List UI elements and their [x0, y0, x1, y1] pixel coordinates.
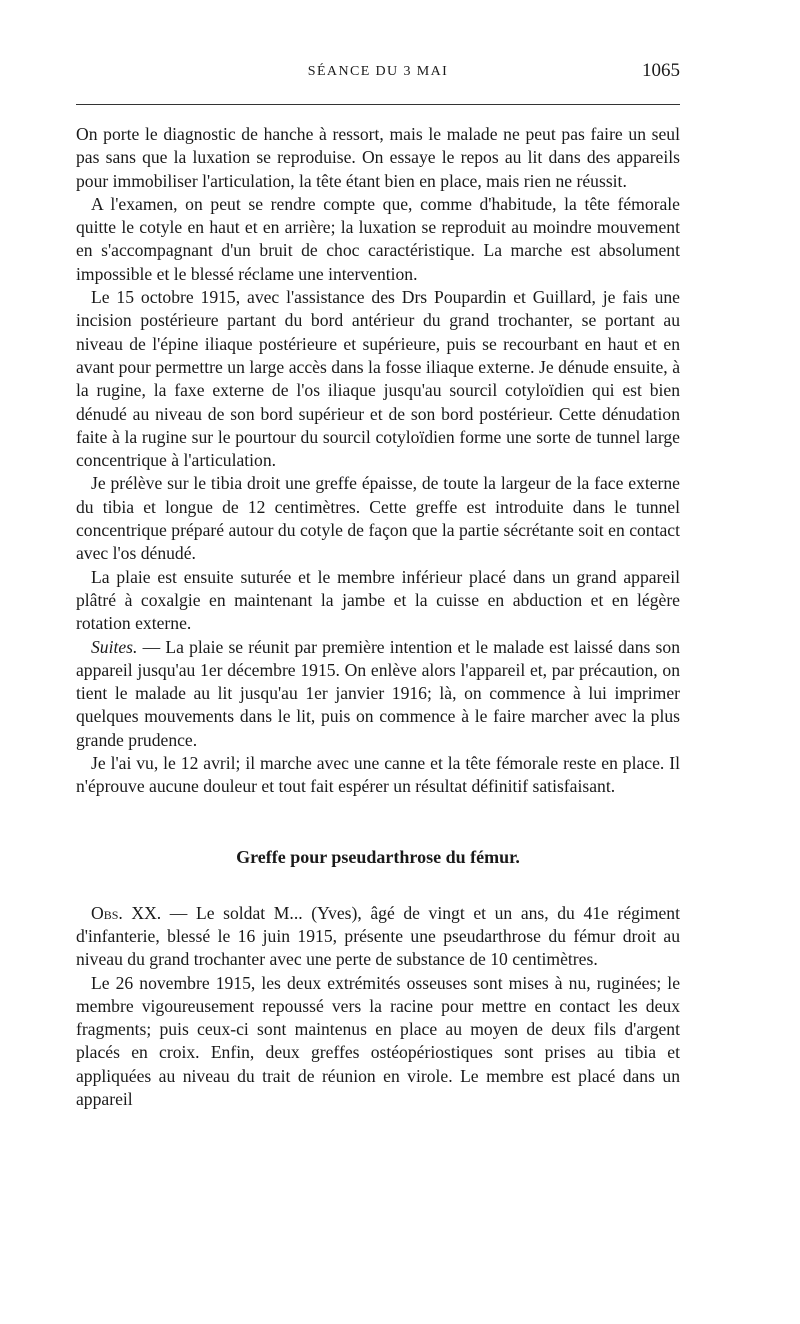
paragraph: Le 26 novembre 1915, les deux extrémités osseuses sont mises à nu, ruginées; le membre vigoureusement repoussé vers la racine pour mettre en contact les deux fragments; puis ceux-ci sont maintenus en place au moyen de deux fils d'argent placés en croix. Enfin, deux greffes ostéopériostiques sont prises au tibia et appliquées au niveau du trait de réunion en virole. Le membre est placé dans un appareil [76, 972, 680, 1109]
paragraph-suites [76, 636, 680, 752]
running-header [76, 60, 680, 90]
paragraph: La plaie est ensuite suturée et le membre inférieur placé dans un grand appareil plâtré à coxalgie en maintenant la jambe et la cuisse en abduction et en légère rotation externe. [76, 566, 680, 634]
paragraph: Je prélève sur le tibia droit une greffe épaisse, de toute la largeur de la face externe du tibia et longue de 12 centimètres. Cette greffe est introduite dans le tunnel concentrique préparé autour du cotyle de façon que la partie sécrétante soit en contact avec l'os dénudé. [76, 473, 680, 564]
paragraph: A l'examen, on peut se rendre compte que, comme d'habitude, la tête fémorale quitte le cotyle en haut et en arrière; la luxation se reproduit au moindre mouvement en s'accompagnant d'un bruit de choc caractéristique. La marche est absolument impossible et le blessé réclame une intervention. [76, 193, 680, 284]
section-title: Greffe pour pseudarthrose du fémur. [236, 846, 520, 867]
body-text [76, 123, 680, 799]
paragraph-observation [76, 902, 680, 972]
paragraph: Le 15 octobre 1915, avec l'assistance des Drs Poupardin et Guillard, je fais une incision postérieure partant du bord antérieur du grand trochanter, se portant au niveau de l'épine iliaque postérieure et supérieure, puis se recourbant en haut et en avant pour permettre un large accès dans la fosse iliaque externe. Je dénude ensuite, à la rugine, la faxe externe de l'os iliaque jusqu'au sourcil cotyloïdien qui est bien dénudé au niveau de son bord supérieur et de son bord postérieur. Cette dénudation faite à la rugine sur le pourtour du sourcil cotyloïdien forme une sorte de tunnel large concentrique à l'articulation. [76, 287, 680, 471]
paragraph: Je l'ai vu, le 12 avril; il marche avec une canne et la tête fémorale reste en place. Il n'éprouve aucune douleur et tout fait espérer un résultat définitif satisfaisant. [76, 753, 680, 797]
paragraph: On porte le diagnostic de hanche à ressort, mais le malade ne peut pas faire un seul pas sans que la luxation se reproduise. On essaye le repos au lit dans des appareils pour immobiliser l'articulation, la tête étant bien en place, mais rien ne réussit. [76, 124, 680, 191]
running-title: SÉANCE DU 3 MAI [307, 64, 449, 79]
suites-text: — La plaie se réunit par première intention et le malade est laissé dans son appareil jusqu'au 1er décembre 1915. On enlève alors l'appareil et, par précaution, on tient le malade au lit jusqu'au 1er janvier 1916; là, on commence à lui imprimer quelques mouvements dans le lit, puis on commence à le faire marcher avec la plus grande prudence. [76, 636, 680, 750]
page-number: 1065 [642, 60, 680, 81]
suites-label: Suites. [91, 636, 138, 657]
header-rule [76, 104, 680, 105]
observation-label: Obs. XX. [91, 902, 162, 923]
observation-text: — Le soldat M... (Yves), âgé de vingt et un ans, du 41e régiment d'infanterie, blessé le 16 juin 1915, présente une pseudarthrose du fémur droit au niveau du grand trochanter avec une perte de substance de 10 centimètres. [76, 902, 680, 970]
body-text-section [76, 902, 680, 1112]
document-page [76, 60, 680, 1111]
